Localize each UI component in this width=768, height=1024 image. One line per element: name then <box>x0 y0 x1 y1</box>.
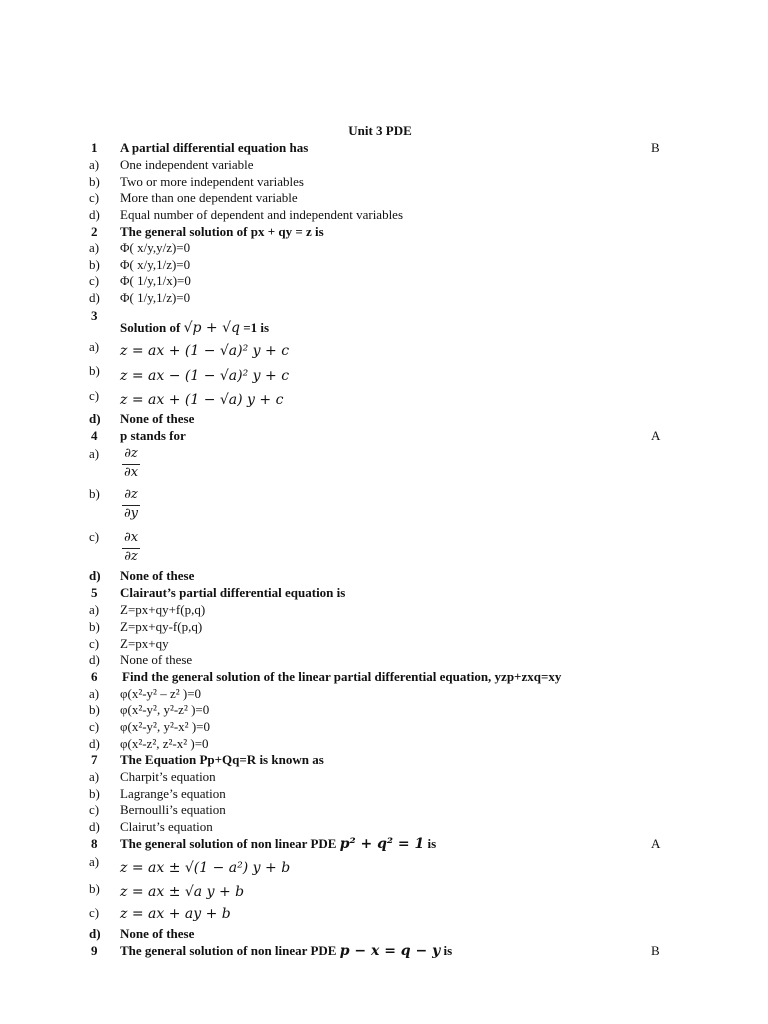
fraction <box>122 530 140 565</box>
option-text: More than one dependent variable <box>120 190 298 205</box>
question-text: Find the general solution of the linear partial differential equation, yzp+zxq=xy <box>122 669 562 684</box>
fraction-numerator: ∂z <box>124 446 138 461</box>
option-row <box>0 619 768 635</box>
answer-key: B <box>651 140 660 155</box>
option-label: c) <box>89 529 100 544</box>
option-text: Φ( 1/y,1/x)=0 <box>120 273 191 288</box>
option-row <box>0 290 768 306</box>
option-label: b) <box>89 786 100 801</box>
option-text: Φ( x/y,1/z)=0 <box>120 257 191 272</box>
option-label: d) <box>89 207 100 222</box>
option-label: d) <box>89 411 101 426</box>
option-text: None of these <box>120 652 193 667</box>
option-label: d) <box>89 652 100 667</box>
option-label: c) <box>89 388 100 403</box>
option-expression-row <box>0 343 768 359</box>
question-text: The general solution of px + qy = z is <box>120 224 324 239</box>
question-7 <box>0 752 768 768</box>
option-text: Z=px+qy-f(p,q) <box>120 619 203 634</box>
option-text: φ(x²-z², z²-x² )=0 <box>120 736 209 751</box>
option-label: c) <box>89 905 100 920</box>
option-label: a) <box>89 240 100 255</box>
option-expression-row <box>0 368 768 384</box>
option-row <box>0 240 768 256</box>
option-row <box>0 190 768 206</box>
option-label: b) <box>89 174 100 189</box>
question-expression: p − x = q − y <box>339 943 441 959</box>
option-row <box>0 207 768 223</box>
option-expression-row <box>0 906 768 922</box>
option-row <box>0 174 768 190</box>
question-6 <box>0 669 768 685</box>
option-label: a) <box>89 854 100 869</box>
fraction-denominator: ∂z <box>124 549 138 564</box>
question-text: Clairaut’s partial differential equation is <box>120 585 346 600</box>
question-number: 4 <box>91 428 98 443</box>
question-text <box>120 320 269 336</box>
option-text: φ(x²-y², y²-z² )=0 <box>120 702 210 717</box>
option-row <box>0 769 768 785</box>
fraction-numerator: ∂z <box>124 487 138 502</box>
question-text-suffix: =1 is <box>243 320 270 335</box>
question-number: 9 <box>91 943 98 958</box>
option-expression: z = ax ± √(1 − a²) y + b <box>120 860 291 876</box>
option-label: a) <box>89 339 100 354</box>
option-label: b) <box>89 257 100 272</box>
option-label: d) <box>89 736 100 751</box>
option-label: a) <box>89 602 100 617</box>
question-number: 8 <box>91 836 98 851</box>
option-row <box>0 802 768 818</box>
option-text: Charpit’s equation <box>120 769 216 784</box>
question-text: p stands for <box>120 428 186 443</box>
option-text: None of these <box>120 411 195 426</box>
fraction-numerator: ∂x <box>123 530 139 545</box>
option-text: One independent variable <box>120 157 254 172</box>
option-expression-row <box>0 392 768 408</box>
fraction <box>122 487 140 522</box>
question-9 <box>0 943 768 959</box>
answer-key: A <box>651 836 661 851</box>
option-label: a) <box>89 446 100 461</box>
option-label: c) <box>89 273 100 288</box>
answer-key: B <box>651 943 660 958</box>
option-text: Φ( 1/y,1/z)=0 <box>120 290 191 305</box>
question-number: 7 <box>91 752 98 767</box>
option-label: c) <box>89 190 100 205</box>
question-text-suffix: is <box>443 943 453 958</box>
option-row <box>0 926 768 942</box>
option-label: a) <box>89 157 100 172</box>
option-expression: z = ax + (1 − √a)² y + c <box>120 343 290 359</box>
fraction-denominator: ∂x <box>123 465 139 480</box>
option-label: d) <box>89 819 100 834</box>
question-5 <box>0 585 768 601</box>
option-row <box>0 257 768 273</box>
option-row <box>0 719 768 735</box>
question-text: The Equation Pp+Qq=R is known as <box>120 752 324 767</box>
option-text: Φ( x/y,y/z)=0 <box>120 240 191 255</box>
question-number: 6 <box>91 669 98 684</box>
option-text: Bernoulli’s equation <box>120 802 226 817</box>
question-3-text-row <box>0 320 768 336</box>
option-label: d) <box>89 290 100 305</box>
page-title: Unit 3 PDE <box>348 123 412 138</box>
question-text-prefix: The general solution of non linear PDE <box>120 943 337 958</box>
question-number: 1 <box>91 140 98 155</box>
option-label: b) <box>89 881 100 896</box>
option-row <box>0 819 768 835</box>
option-text: Clairut’s equation <box>120 819 213 834</box>
option-row <box>0 273 768 289</box>
option-text: None of these <box>120 568 195 583</box>
question-text: A partial differential equation has <box>120 140 309 155</box>
question-1 <box>0 140 768 156</box>
option-expression: z = ax + ay + b <box>120 906 231 922</box>
question-text-prefix: Solution of <box>120 320 181 335</box>
option-label: c) <box>89 802 100 817</box>
option-text: Equal number of dependent and independent variables <box>120 207 404 222</box>
question-expression: √p + √q <box>183 320 240 336</box>
option-row <box>0 702 768 718</box>
question-text <box>120 943 452 959</box>
question-2 <box>0 224 768 240</box>
question-4 <box>0 428 768 444</box>
option-row <box>0 411 768 427</box>
option-label: c) <box>89 719 100 734</box>
option-label: b) <box>89 486 100 501</box>
option-label: d) <box>89 568 101 583</box>
question-number: 2 <box>91 224 98 239</box>
option-expression-row <box>0 884 768 900</box>
option-label: b) <box>89 619 100 634</box>
option-text: Two or more independent variables <box>120 174 304 189</box>
option-row <box>0 602 768 618</box>
option-expression: z = ax ± √a y + b <box>120 884 245 900</box>
option-row <box>0 786 768 802</box>
option-row <box>0 686 768 702</box>
question-8 <box>0 836 768 852</box>
option-label: a) <box>89 769 100 784</box>
option-expression: z = ax + (1 − √a) y + c <box>120 392 284 408</box>
answer-key: A <box>651 428 661 443</box>
option-label: c) <box>89 636 100 651</box>
option-label: b) <box>89 702 100 717</box>
option-row <box>0 529 768 545</box>
option-text: Z=px+qy <box>120 636 169 651</box>
option-text: None of these <box>120 926 195 941</box>
option-label: a) <box>89 686 100 701</box>
question-number: 5 <box>91 585 98 600</box>
question-text-suffix: is <box>427 836 437 851</box>
option-row <box>0 736 768 752</box>
option-row <box>0 446 768 462</box>
option-row <box>0 157 768 173</box>
option-expression-row <box>0 860 768 876</box>
option-text: Z=px+qy+f(p,q) <box>120 602 206 617</box>
question-text-prefix: The general solution of non linear PDE <box>120 836 337 851</box>
question-text <box>120 836 436 852</box>
option-expression: z = ax − (1 − √a)² y + c <box>120 368 290 384</box>
fraction <box>122 446 140 481</box>
option-row <box>0 486 768 502</box>
option-row <box>0 636 768 652</box>
fraction-denominator: ∂y <box>123 506 139 521</box>
question-expression: p² + q² = 1 <box>339 836 425 852</box>
option-label: b) <box>89 363 100 378</box>
question-number: 3 <box>91 308 98 323</box>
option-row <box>0 652 768 668</box>
option-text: φ(x²-y² – z² )=0 <box>120 686 202 701</box>
option-text: Lagrange’s equation <box>120 786 226 801</box>
option-row <box>0 568 768 584</box>
option-text: φ(x²-y², y²-x² )=0 <box>120 719 210 734</box>
option-label: d) <box>89 926 101 941</box>
